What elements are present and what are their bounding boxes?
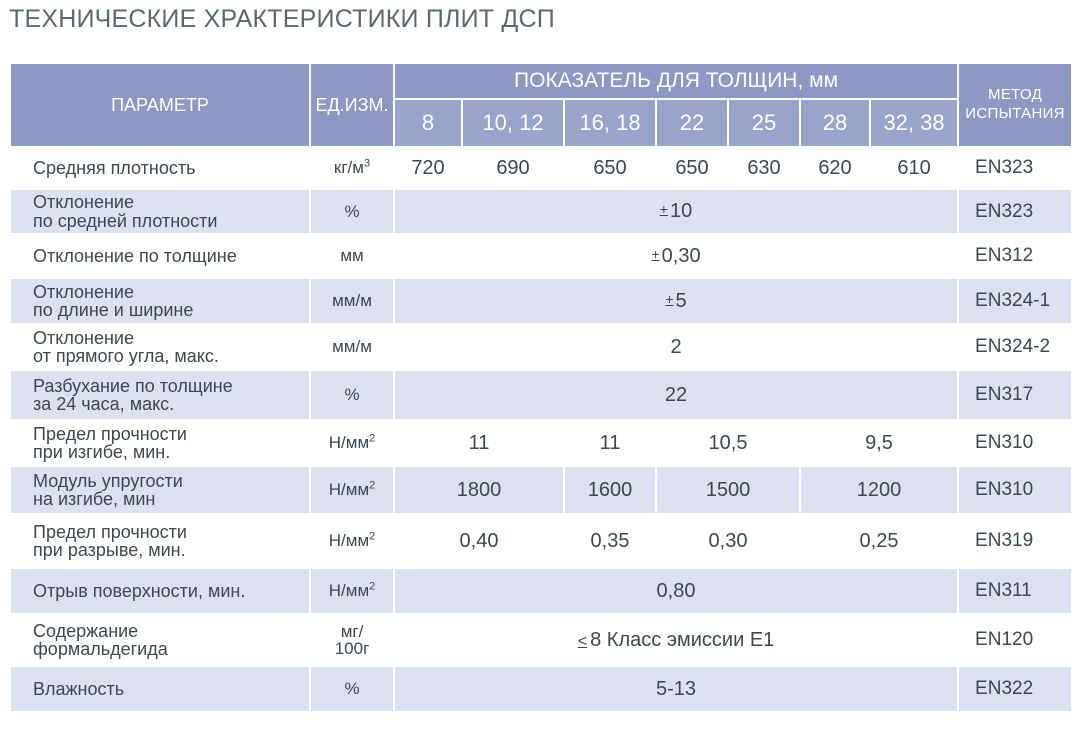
thickness-10-12: 10, 12 [463, 100, 563, 146]
value-cell: 22 [395, 371, 957, 419]
param-name: Отрыв поверхности, мин. [11, 569, 309, 613]
value-cell: 11 [565, 421, 655, 465]
value-cell: 0,40 [395, 515, 563, 567]
header-row [11, 64, 1071, 98]
value-cell: 720 [395, 148, 461, 188]
thickness-28: 28 [801, 100, 869, 146]
method-cell: EN323 [959, 148, 1071, 188]
value-cell: + 0,30 [395, 235, 957, 277]
method-cell: EN319 [959, 515, 1071, 567]
param-name: Влажность [11, 667, 309, 711]
method-cell: EN310 [959, 467, 1071, 513]
value-cell: 630 [729, 148, 799, 188]
table-row [11, 421, 1071, 465]
param-name: Модуль упругости на изгибе, мин [11, 467, 309, 513]
unit: % [311, 190, 393, 233]
value-cell: 10,5 [657, 421, 799, 465]
value-cell: 620 [801, 148, 869, 188]
table-row [11, 279, 1071, 323]
value-cell: 2 [395, 325, 957, 369]
param-name: Средняя плотность [11, 148, 309, 188]
param-name: Предел прочности при изгибе, мин. [11, 421, 309, 465]
param-name: Отклонение от прямого угла, макс. [11, 325, 309, 369]
value-cell: < 8 Класс эмиссии E1 [395, 615, 957, 665]
value-cell: 1200 [801, 467, 957, 513]
value-cell: 650 [657, 148, 727, 188]
unit: мм/м [311, 325, 393, 369]
value-cell: 610 [871, 148, 957, 188]
table-row [11, 371, 1071, 419]
table-row [11, 467, 1071, 513]
unit: мг/ 100г [311, 615, 393, 665]
value-cell: 0,25 [801, 515, 957, 567]
method-cell: EN312 [959, 235, 1071, 277]
header-param: ПАРАМЕТР [11, 64, 309, 146]
thickness-8: 8 [395, 100, 461, 146]
value-cell: 1500 [657, 467, 799, 513]
table-row [11, 235, 1071, 277]
thickness-32-38: 32, 38 [871, 100, 957, 146]
header-unit: ЕД.ИЗМ. [311, 64, 393, 146]
page-title: ТЕХНИЧЕСКИЕ ХРАКТЕРИСТИКИ ПЛИТ ДСП [9, 5, 555, 33]
method-cell: EN120 [959, 615, 1071, 665]
param-name: Отклонение по длине и ширине [11, 279, 309, 323]
header-thickness-group: ПОКАЗАТЕЛЬ ДЛЯ ТОЛЩИН, мм [395, 64, 957, 98]
unit: $Н/мм^2$ [311, 467, 393, 513]
table-row [11, 615, 1071, 665]
table-row [11, 190, 1071, 233]
table-row [11, 569, 1071, 613]
value-cell: 0,30 [657, 515, 799, 567]
value-cell: 0,80 [395, 569, 957, 613]
value-cell: 11 [395, 421, 563, 465]
param-name: Предел прочности при разрыве, мин. [11, 515, 309, 567]
method-cell: EN317 [959, 371, 1071, 419]
specs-table [9, 62, 1073, 713]
thickness-22: 22 [657, 100, 727, 146]
unit: мм [311, 235, 393, 277]
table-row [11, 148, 1071, 188]
thickness-16-18: 16, 18 [565, 100, 655, 146]
method-cell: EN324-2 [959, 325, 1071, 369]
param-name: Отклонение по средней плотности [11, 190, 309, 233]
thickness-25: 25 [729, 100, 799, 146]
header-method-line2: ИСПЫТАНИЯ [965, 105, 1065, 122]
header-method-line1: МЕТОД [988, 86, 1043, 104]
value-cell: + 5 [395, 279, 957, 323]
value-cell: 9,5 [801, 421, 957, 465]
param-name: Отклонение по толщине [11, 235, 309, 277]
unit: % [311, 667, 393, 711]
unit: $Н/мм^2$ [311, 515, 393, 567]
method-cell: EN310 [959, 421, 1071, 465]
param-name: Разбухание по толщине за 24 часа, макс. [11, 371, 309, 419]
method-cell: EN322 [959, 667, 1071, 711]
value-cell: 0,35 [565, 515, 655, 567]
param-name: Содержание формальдегида [11, 615, 309, 665]
unit: $Н/мм^2$ [311, 569, 393, 613]
table-row [11, 325, 1071, 369]
unit: $кг/м^3$ [311, 148, 393, 188]
header-method [959, 64, 1071, 146]
value-cell: 690 [463, 148, 563, 188]
table-row [11, 515, 1071, 567]
value-cell: 5-13 [395, 667, 957, 711]
value-cell: 650 [565, 148, 655, 188]
table-row [11, 667, 1071, 711]
method-cell: EN324-1 [959, 279, 1071, 323]
value-cell: 1600 [565, 467, 655, 513]
method-cell: EN323 [959, 190, 1071, 233]
unit: мм/м [311, 279, 393, 323]
method-cell: EN311 [959, 569, 1071, 613]
unit: $Н/мм^2$ [311, 421, 393, 465]
unit: % [311, 371, 393, 419]
value-cell: 1800 [395, 467, 563, 513]
value-cell: + 10 [395, 190, 957, 233]
